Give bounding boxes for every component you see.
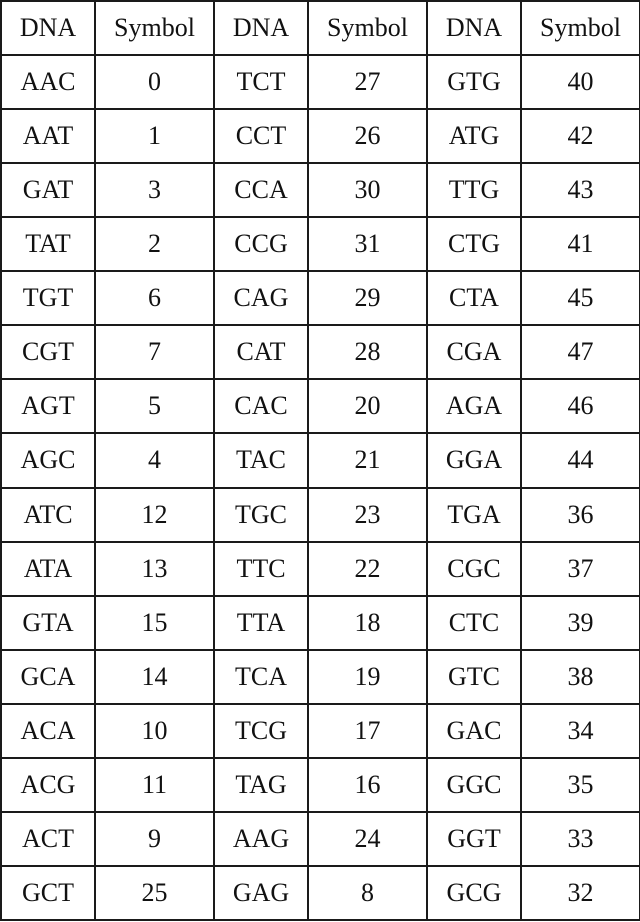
table-row	[1, 758, 640, 812]
symbol-cell: 14	[95, 650, 214, 704]
symbol-cell: 31	[308, 217, 427, 271]
dna-cell: CAT	[214, 325, 308, 379]
symbol-cell: 13	[95, 542, 214, 596]
table-header	[1, 1, 640, 55]
symbol-cell: 24	[308, 812, 427, 866]
column-header-symbol: Symbol	[521, 1, 640, 55]
column-header-dna: DNA	[214, 1, 308, 55]
symbol-cell: 11	[95, 758, 214, 812]
table-row	[1, 55, 640, 109]
dna-cell: TTA	[214, 596, 308, 650]
symbol-cell: 17	[308, 704, 427, 758]
dna-cell: ATC	[1, 488, 95, 542]
dna-cell: CCT	[214, 109, 308, 163]
column-header-dna: DNA	[1, 1, 95, 55]
symbol-cell: 0	[95, 55, 214, 109]
table-row	[1, 812, 640, 866]
table-row	[1, 271, 640, 325]
symbol-cell: 39	[521, 596, 640, 650]
dna-cell: TTC	[214, 542, 308, 596]
dna-cell: TAT	[1, 217, 95, 271]
table-row	[1, 488, 640, 542]
dna-cell: GCG	[427, 866, 521, 920]
symbol-cell: 44	[521, 433, 640, 487]
symbol-cell: 35	[521, 758, 640, 812]
symbol-cell: 22	[308, 542, 427, 596]
dna-cell: GAC	[427, 704, 521, 758]
symbol-cell: 21	[308, 433, 427, 487]
column-header-symbol: Symbol	[95, 1, 214, 55]
symbol-cell: 47	[521, 325, 640, 379]
dna-cell: GTC	[427, 650, 521, 704]
table-row	[1, 704, 640, 758]
symbol-cell: 30	[308, 163, 427, 217]
symbol-cell: 3	[95, 163, 214, 217]
dna-cell: CTG	[427, 217, 521, 271]
dna-cell: GCT	[1, 866, 95, 920]
table-row	[1, 866, 640, 920]
symbol-cell: 20	[308, 379, 427, 433]
symbol-cell: 10	[95, 704, 214, 758]
dna-cell: ACA	[1, 704, 95, 758]
dna-cell: TGT	[1, 271, 95, 325]
symbol-cell: 34	[521, 704, 640, 758]
symbol-cell: 6	[95, 271, 214, 325]
symbol-cell: 5	[95, 379, 214, 433]
dna-cell: TCT	[214, 55, 308, 109]
symbol-cell: 18	[308, 596, 427, 650]
dna-cell: GTG	[427, 55, 521, 109]
header-row	[1, 1, 640, 55]
dna-cell: AGA	[427, 379, 521, 433]
dna-cell: CAG	[214, 271, 308, 325]
dna-cell: TAC	[214, 433, 308, 487]
symbol-cell: 27	[308, 55, 427, 109]
dna-cell: AAG	[214, 812, 308, 866]
symbol-cell: 29	[308, 271, 427, 325]
symbol-cell: 12	[95, 488, 214, 542]
dna-cell: GGT	[427, 812, 521, 866]
symbol-cell: 9	[95, 812, 214, 866]
table-row	[1, 163, 640, 217]
symbol-cell: 15	[95, 596, 214, 650]
dna-cell: GGA	[427, 433, 521, 487]
symbol-cell: 32	[521, 866, 640, 920]
table-row	[1, 217, 640, 271]
table-row	[1, 433, 640, 487]
table-row	[1, 542, 640, 596]
dna-cell: CGT	[1, 325, 95, 379]
symbol-cell: 8	[308, 866, 427, 920]
dna-cell: AAT	[1, 109, 95, 163]
table-row	[1, 109, 640, 163]
table-row	[1, 379, 640, 433]
symbol-cell: 41	[521, 217, 640, 271]
dna-cell: AGT	[1, 379, 95, 433]
column-header-dna: DNA	[427, 1, 521, 55]
dna-cell: GGC	[427, 758, 521, 812]
symbol-cell: 45	[521, 271, 640, 325]
dna-cell: ACT	[1, 812, 95, 866]
dna-cell: GTA	[1, 596, 95, 650]
symbol-cell: 2	[95, 217, 214, 271]
dna-cell: AAC	[1, 55, 95, 109]
symbol-cell: 26	[308, 109, 427, 163]
table-body	[1, 55, 640, 920]
dna-cell: TCG	[214, 704, 308, 758]
dna-cell: GCA	[1, 650, 95, 704]
symbol-cell: 33	[521, 812, 640, 866]
symbol-cell: 7	[95, 325, 214, 379]
dna-cell: ATG	[427, 109, 521, 163]
dna-cell: TTG	[427, 163, 521, 217]
dna-cell: TAG	[214, 758, 308, 812]
symbol-cell: 25	[95, 866, 214, 920]
dna-cell: CCA	[214, 163, 308, 217]
table-row	[1, 650, 640, 704]
dna-cell: TGC	[214, 488, 308, 542]
dna-cell: CGA	[427, 325, 521, 379]
symbol-cell: 28	[308, 325, 427, 379]
dna-cell: CTA	[427, 271, 521, 325]
symbol-cell: 40	[521, 55, 640, 109]
dna-cell: GAG	[214, 866, 308, 920]
symbol-cell: 38	[521, 650, 640, 704]
dna-cell: TCA	[214, 650, 308, 704]
dna-cell: CGC	[427, 542, 521, 596]
symbol-cell: 4	[95, 433, 214, 487]
dna-cell: ATA	[1, 542, 95, 596]
symbol-cell: 46	[521, 379, 640, 433]
symbol-cell: 19	[308, 650, 427, 704]
dna-cell: CCG	[214, 217, 308, 271]
symbol-cell: 42	[521, 109, 640, 163]
symbol-cell: 36	[521, 488, 640, 542]
symbol-cell: 1	[95, 109, 214, 163]
dna-cell: TGA	[427, 488, 521, 542]
dna-cell: AGC	[1, 433, 95, 487]
symbol-cell: 37	[521, 542, 640, 596]
symbol-cell: 43	[521, 163, 640, 217]
dna-cell: CAC	[214, 379, 308, 433]
symbol-cell: 23	[308, 488, 427, 542]
dna-cell: GAT	[1, 163, 95, 217]
dna-cell: CTC	[427, 596, 521, 650]
dna-cell: ACG	[1, 758, 95, 812]
table-row	[1, 596, 640, 650]
column-header-symbol: Symbol	[308, 1, 427, 55]
table-row	[1, 325, 640, 379]
symbol-cell: 16	[308, 758, 427, 812]
